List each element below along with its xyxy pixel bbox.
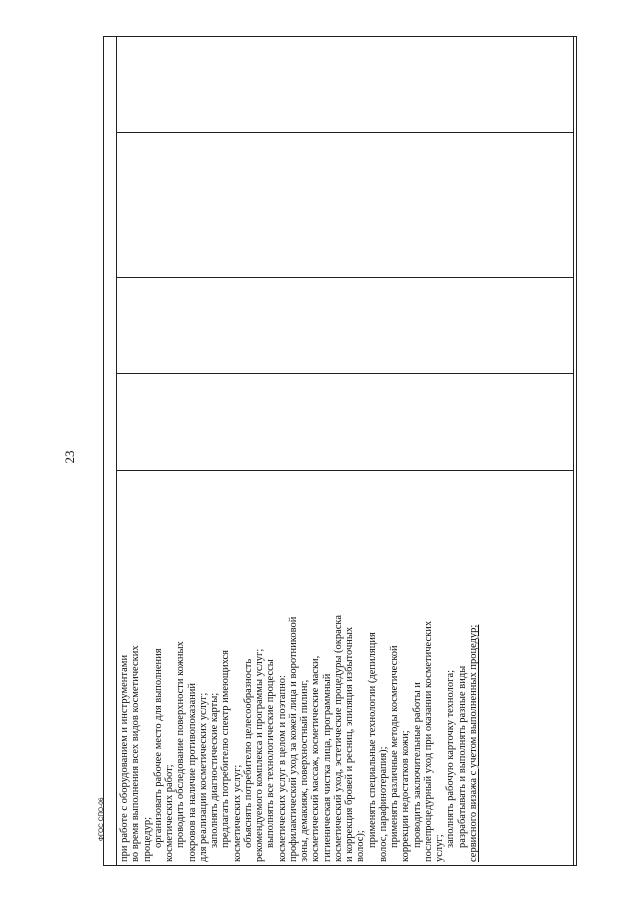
page-number: 23 bbox=[62, 450, 77, 464]
cell-line: косметических услуг; bbox=[231, 764, 243, 862]
cell-line: рекомендуемого комплекса и программы услуг; bbox=[254, 648, 265, 862]
cell-line: применять специальные технологии (депиляция bbox=[366, 632, 378, 848]
table-row-line bbox=[116, 470, 573, 471]
table-cell bbox=[118, 472, 572, 864]
cell-line: косметический уход, эстетические процедуры (окраска bbox=[332, 614, 344, 862]
cell-line: волос, парафинотерапия); bbox=[377, 746, 389, 862]
cell-line: заполнять диагностические карты; bbox=[209, 692, 220, 848]
cell-line: сервисного визажа с учетом выполненных процедур; bbox=[467, 624, 479, 862]
table-row-line bbox=[116, 132, 573, 133]
cell-line: косметических услуг в целом и поэтапно: bbox=[276, 675, 288, 862]
cell-line: косметических работ; bbox=[164, 764, 175, 862]
cell-line: при работе с оборудованием и инструментами bbox=[119, 654, 130, 862]
footer-label: ФГОС СПО-06 bbox=[98, 797, 105, 841]
table-column-line bbox=[573, 36, 574, 866]
cell-line: покровов на наличие противопоказаний bbox=[186, 683, 198, 862]
cell-line: выполнять все технологические процессы bbox=[265, 659, 277, 848]
cell-line: волос); bbox=[355, 830, 367, 862]
cell-line: профилактический уход за кожей лица и воротниковой bbox=[287, 616, 299, 862]
cell-line: гигиеническая чистка лица, программный bbox=[321, 673, 333, 862]
cell-line: и коррекция бровей и ресниц, эпиляция избыточных bbox=[344, 626, 355, 862]
cell-line: услуг; bbox=[434, 834, 445, 862]
cell-line: предлагать потребителю спектр имеющихся bbox=[220, 649, 232, 848]
cell-line: проводить заключительные работы и bbox=[411, 682, 423, 848]
cell-line: послепроцедурный уход при оказании косметических bbox=[422, 620, 434, 862]
cell-line: зоны, демакияж, поверхностный пилинг, bbox=[299, 679, 310, 862]
cell-line: заполнять рабочую карточку технолога; bbox=[445, 669, 457, 848]
table-row-line bbox=[116, 277, 573, 278]
table-column-line bbox=[116, 36, 117, 866]
table-row-line bbox=[116, 373, 573, 374]
cell-text bbox=[118, 472, 572, 864]
cell-line: объяснять потребителю целесообразность bbox=[242, 658, 254, 848]
cell-line: процедур; bbox=[141, 816, 153, 862]
cell-line: проводить обследование поверхности кожных bbox=[175, 641, 187, 848]
cell-line: косметический массаж, косметические маски, bbox=[310, 655, 322, 862]
cell-line: коррекции недостатков кожи; bbox=[400, 730, 412, 862]
cell-line: разрабатывать и выполнять разные виды bbox=[456, 665, 468, 848]
cell-line: применять различные методы косметической bbox=[389, 645, 400, 848]
cell-line: для реализации косметических услуг; bbox=[197, 692, 209, 862]
cell-line: организовать рабочее место для выполнения bbox=[152, 648, 164, 848]
cell-line: во время выполнения всех видов косметических bbox=[130, 645, 142, 862]
